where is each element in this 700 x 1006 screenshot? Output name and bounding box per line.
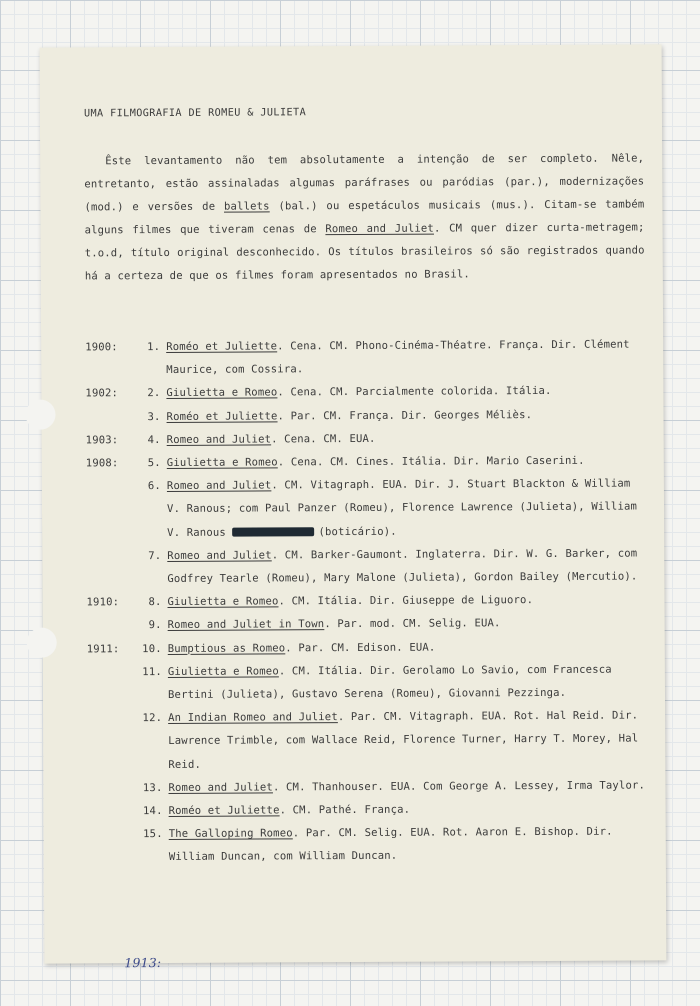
list-item: [87, 635, 647, 661]
film-title: An Indian Romeo and Juliet: [168, 711, 338, 725]
film-details: . Par. mod. CM. Selig. EUA.: [324, 617, 501, 631]
film-details: . Cena. CM. Parcialmente colorida. Itália.: [277, 385, 552, 399]
entry-year: 1910:: [86, 596, 120, 609]
list-item: [87, 705, 647, 778]
film-details: . CM. Barker-Gaumont. Inglaterra. Dir. W. G. Barker, com Godfrey Tearle (Romeu), Mary Malone (Julieta), Gordon Bailey (Mercutio).: [167, 547, 638, 586]
film-title: Romeo and Juliet: [166, 479, 272, 493]
list-item: [88, 821, 648, 870]
entry-year: [87, 707, 140, 777]
entry-number: 12.: [142, 712, 163, 725]
film-title: Roméo et Juliette: [168, 804, 280, 818]
intro-text: (bal.) ou espetáculos musicais (mus.). Citam-se também alguns filmes que tiveram cenas de: [84, 198, 645, 237]
entry-year: [87, 615, 140, 638]
entry-year: 1911:: [86, 642, 120, 656]
entry-year: 1903:: [85, 434, 119, 447]
film-details: (boticário).: [318, 525, 397, 538]
film-title: Romeo and Juliet: [166, 433, 272, 446]
entry-year: 1902:: [85, 387, 119, 400]
list-item: [85, 333, 645, 382]
list-item: [85, 403, 645, 429]
list-item: [87, 774, 647, 800]
film-details: . CM. Pathé. França.: [279, 803, 411, 817]
film-title: Giulietta e Romeo: [166, 456, 278, 469]
intro-ballets: ballets: [223, 200, 270, 213]
film-title: Romeo and Juliet: [167, 549, 272, 562]
entry-year: [86, 545, 139, 592]
film-details: . Cena. CM. Phono-Cinéma-Théatre. França. Dir. Clément Maurice, com Cossira.: [166, 338, 630, 377]
list-item: [86, 426, 646, 452]
film-details: . Par. CM. França. Dir. Georges Méliès.: [277, 408, 533, 423]
entry-year: [85, 406, 138, 429]
list-item: [87, 612, 647, 638]
typed-text: [40, 44, 667, 971]
film-details: . Cena. CM. EUA.: [271, 432, 376, 446]
intro-text: . CM quer dizer curta-metragem; t.o.d, título original desconhecido. Os títulos brasileiros só são registrados quando há a certeza de que os filmes foram apresentados no Brasil.: [84, 221, 645, 283]
film-details: . Par. CM. Edison. EUA.: [285, 641, 436, 654]
entry-year: [87, 777, 140, 800]
film-details: . CM. Itália. Dir. Giuseppe de Liguoro.: [278, 594, 534, 608]
film-details: . CM. Itália. Dir. Gerolamo Lo Savio, com Francesca Bertini (Julieta), Gustavo Serena (Romeu), Giovanni Pezzinga.: [167, 663, 612, 702]
list-item: [86, 449, 646, 475]
list-item: [86, 473, 646, 546]
entry-number: 11.: [142, 665, 162, 678]
film-details: . Par. CM. Selig. EUA. Rot. Aaron E. Bishop. Dir. William Duncan, com William Duncan.: [168, 825, 613, 864]
document-page: [40, 44, 667, 971]
entry-number: 7.: [148, 549, 162, 562]
entry-number: 4.: [147, 433, 161, 446]
list-item: [86, 542, 646, 591]
film-title: Romeo and Juliet in Town: [167, 618, 325, 632]
list-item: [87, 658, 647, 707]
entry-number: 9.: [148, 619, 162, 632]
entry-year: [88, 823, 141, 870]
film-details: . Cena. CM. Cines. Itália. Dir. Mario Caserini.: [277, 454, 585, 469]
handwritten-year: 1913:: [124, 955, 162, 971]
film-details: . CM. Vitagraph. EUA. Dir. J. Stuart Blackton & William V. Ranous; com Paul Panzer (Romeu), Florence Lawrence (Julieta), William V. Ranous: [166, 477, 638, 539]
entry-number: 14.: [142, 805, 163, 818]
list-item: [85, 380, 645, 406]
entry-year: 1900:: [85, 341, 118, 354]
redaction-mark: [232, 527, 314, 536]
intro-romeo: Romeo and Juliet: [325, 222, 434, 236]
entry-number: 3.: [147, 410, 161, 423]
intro-paragraph: [84, 147, 645, 288]
film-title: Giulietta e Romeo: [166, 386, 278, 400]
film-details: . Par. CM. Vitagraph. EUA. Rot. Hal Reid. Dir. Lawrence Trimble, com Wallace Reid, Florence Turner, Harry T. Morey, Hal Reid.: [168, 709, 639, 771]
entry-number: 5.: [147, 457, 161, 470]
film-title: The Galloping Romeo: [168, 827, 293, 841]
entry-year: [86, 475, 139, 545]
entry-number: 10.: [142, 642, 162, 655]
entry-year: [88, 800, 141, 823]
film-title: Giulietta e Romeo: [167, 665, 279, 678]
entry-year: 1908:: [85, 457, 119, 470]
filmography-list: [85, 333, 648, 870]
document-title: UMA FILMOGRAFIA DE ROMEU & JULIETA: [83, 107, 307, 120]
film-title: Bumptious as Romeo: [167, 641, 286, 655]
entry-number: 6.: [147, 480, 161, 493]
film-title: Roméo et Juliette: [166, 410, 278, 423]
entry-number: 8.: [148, 596, 162, 609]
film-title: Romeo and Juliet: [168, 781, 273, 794]
entry-number: 1.: [147, 341, 161, 354]
intro-text: Êste levantamento não tem absolutamente a intenção de ser completo. Nêle, entretanto, estão assinaladas algumas paráfrases ou paródias (par.), modernizações (mod.) e versões de: [84, 152, 645, 214]
list-item: [88, 798, 648, 824]
film-details: . CM. Thanhouser. EUA. Com George A. Lessey, Irma Taylor.: [272, 779, 646, 794]
entry-number: 13.: [142, 781, 163, 794]
entry-year: [87, 661, 140, 708]
film-title: Giulietta e Romeo: [167, 595, 279, 609]
list-item: [86, 589, 646, 615]
entry-number: 2.: [147, 387, 161, 400]
film-title: Roméo et Juliette: [166, 340, 278, 353]
entry-number: 15.: [143, 828, 163, 841]
